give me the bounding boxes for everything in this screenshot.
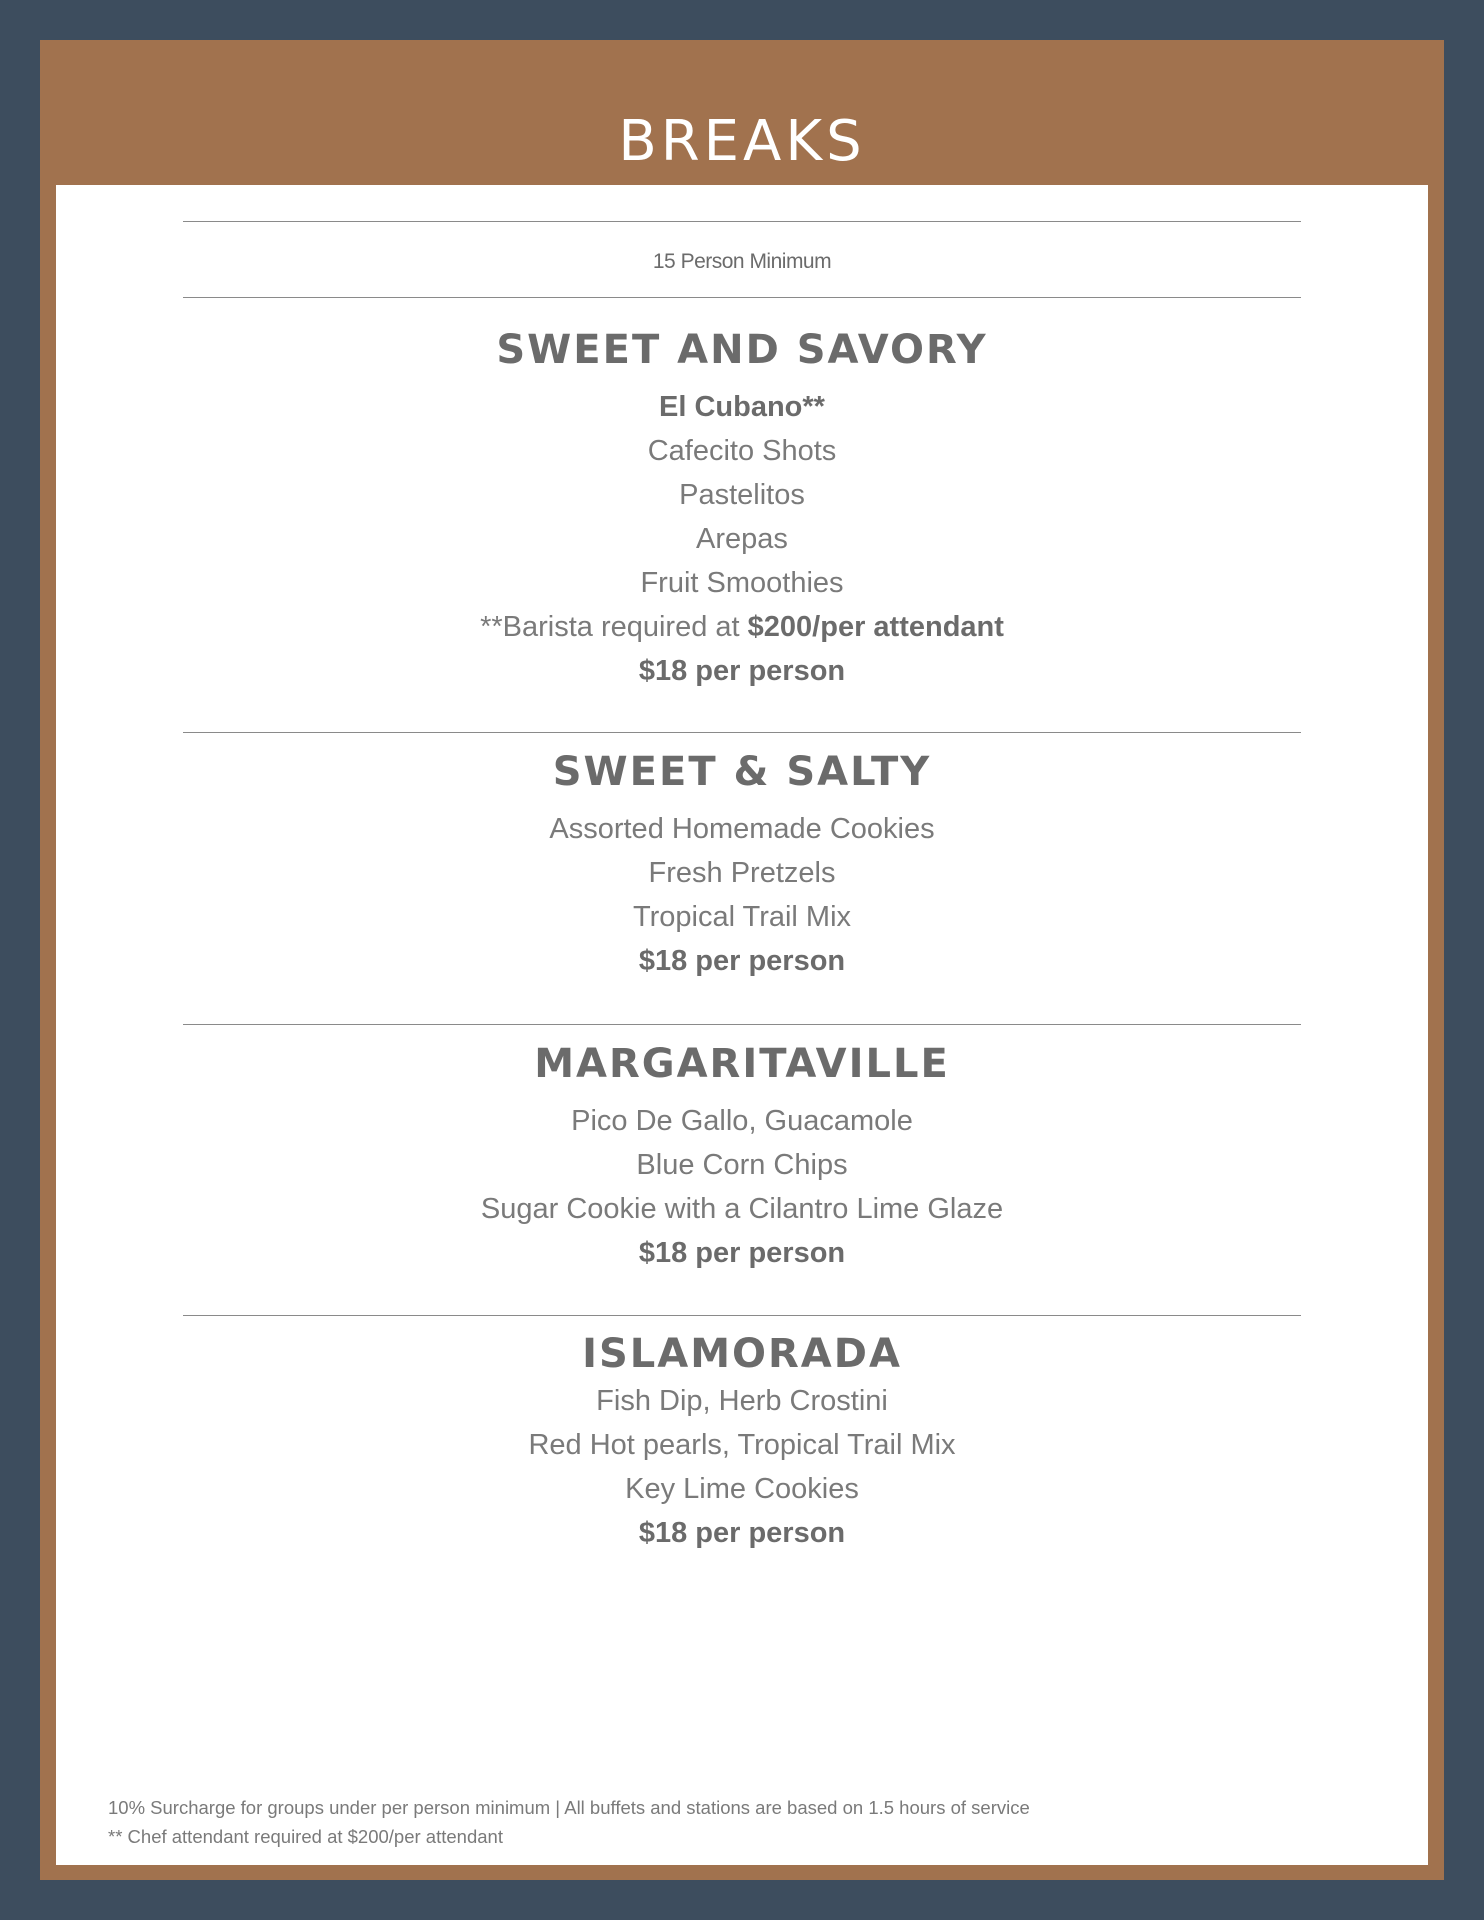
barista-note-text: **Barista required at (480, 611, 748, 643)
footer-chef-note: ** Chef attendant required at $200/per attendant (108, 1826, 503, 1847)
divider (183, 297, 1301, 298)
section-price: $18 per person (638, 655, 846, 687)
footer-surcharge-note: 10% Surcharge for groups under per person minimum | All buffets and stations are based on 1.5 hours of service (108, 1797, 1030, 1818)
menu-item: Fresh Pretzels (648, 857, 836, 889)
menu-section-sweet-and-savory (56, 325, 1428, 693)
divider (183, 1024, 1301, 1025)
section-title: ISLAMORADA (582, 1331, 902, 1377)
divider (183, 1315, 1301, 1316)
divider (183, 732, 1301, 733)
section-price: $18 per person (638, 1237, 846, 1269)
menu-panel (56, 185, 1428, 1865)
barista-note (56, 605, 1428, 649)
menu-item: Pastelitos (679, 479, 805, 511)
menu-item: Key Lime Cookies (625, 1473, 859, 1505)
menu-item: Tropical Trail Mix (632, 901, 852, 933)
section-price: $18 per person (638, 1517, 846, 1549)
menu-item: Cafecito Shots (647, 435, 837, 467)
menu-item: Red Hot pearls, Tropical Trail Mix (528, 1429, 956, 1461)
barista-note-price: $200/per attendant (747, 611, 1004, 643)
menu-item: El Cubano** (659, 391, 825, 423)
menu-item: Assorted Homemade Cookies (549, 813, 935, 845)
menu-item: Blue Corn Chips (636, 1149, 848, 1181)
section-title: MARGARITAVILLE (534, 1041, 950, 1087)
menu-item: Pico De Gallo, Guacamole (571, 1105, 913, 1137)
menu-item: Arepas (696, 523, 788, 555)
section-title: SWEET & SALTY (552, 749, 932, 795)
menu-item: Fruit Smoothies (640, 567, 844, 599)
footer-notes (108, 1793, 1030, 1851)
divider (183, 221, 1301, 222)
menu-section-margaritaville (56, 1039, 1428, 1275)
menu-item: Fish Dip, Herb Crostini (596, 1385, 888, 1417)
page-title: BREAKS (618, 109, 866, 174)
menu-item: Sugar Cookie with a Cilantro Lime Glaze (480, 1193, 1004, 1225)
section-title: SWEET AND SAVORY (496, 327, 988, 373)
menu-section-sweet-and-salty (56, 747, 1428, 983)
minimum-note: 15 Person Minimum (652, 250, 832, 273)
section-price: $18 per person (638, 945, 846, 977)
menu-section-islamorada (56, 1329, 1428, 1555)
menu-frame (40, 40, 1444, 1880)
